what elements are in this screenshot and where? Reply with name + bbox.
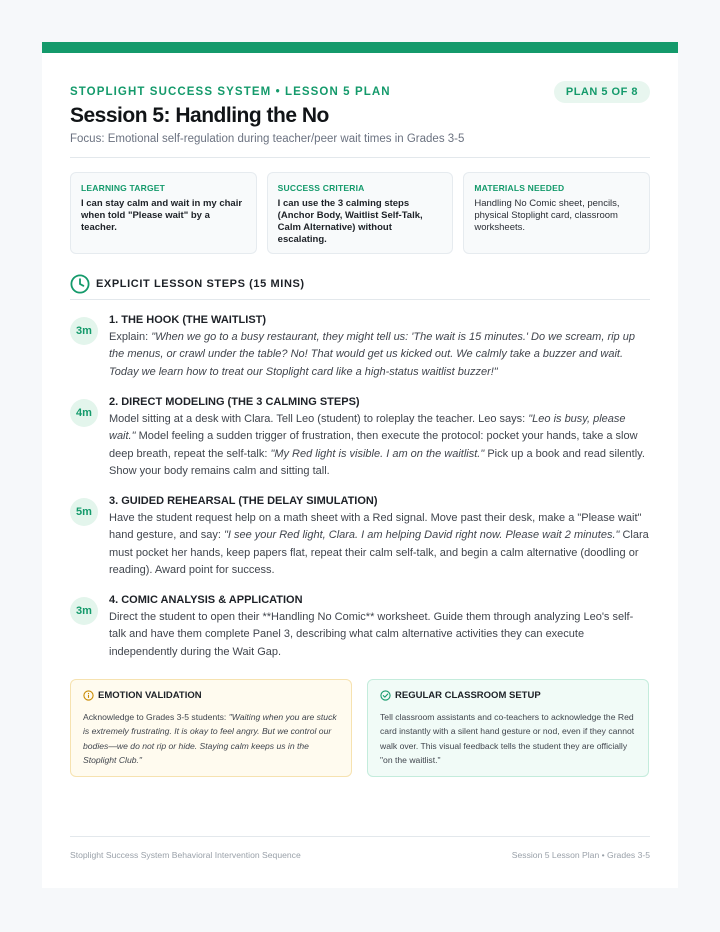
note-quote: "Waiting when you are stuck is extremely frustrating. It is okay to feel angry. But we control our bodies—we do not rip or hide. Staying calm keeps us in the Stoplight Club." (83, 712, 337, 765)
footer-right: Session 5 Lesson Plan • Grades 3-5 (511, 850, 650, 860)
step-quote: "My Red light is visible. I am on the waitlist." (270, 447, 485, 460)
step-body (109, 411, 650, 480)
step-title: 1. THE HOOK (THE WAITLIST) (109, 314, 267, 326)
step-quote: "I see your Red light, Clara. I am helping David right now. Please wait 2 minutes." (223, 529, 620, 542)
step-body (109, 329, 650, 381)
step-text: Pick up a book and read silently. Show your body remains calm and sitting tall. (109, 447, 645, 477)
info-circle-icon (83, 690, 94, 701)
step-body (109, 510, 650, 579)
card-label: SUCCESS CRITERIA (277, 183, 365, 193)
note-heading (380, 690, 636, 701)
emotion-validation-note (70, 679, 352, 777)
step-text: Have the student request help on a math sheet with a Red signal. Move past their desk, make a "Please wait" hand gesture, and say: (109, 512, 642, 542)
learning-target-card (70, 172, 257, 254)
note-text: Tell classroom assistants and co-teachers to acknowledge the Red card instantly with a silent hand gesture or nod, even if they cannot walk over. This visual feedback tells the student they are officially "on the waitlist." (380, 712, 635, 765)
note-heading (83, 690, 339, 701)
steps-divider (70, 299, 650, 300)
footer-divider (70, 836, 650, 837)
lesson-plan-page (42, 42, 678, 888)
steps-heading (70, 274, 305, 294)
note-lead: Acknowledge to Grades 3-5 students: (83, 712, 229, 722)
success-criteria-card (267, 172, 454, 254)
note-text (83, 710, 339, 767)
step-time-badge: 3m (70, 597, 98, 625)
focus-subtitle: Focus: Emotional self-regulation during teacher/peer wait times in Grades 3-5 (70, 133, 465, 145)
step-quote: "Leo is busy, please wait." (109, 413, 626, 443)
step-time-badge: 5m (70, 498, 98, 526)
card-label: LEARNING TARGET (81, 183, 166, 193)
step-time-badge: 4m (70, 399, 98, 427)
card-text: I can use the 3 calming steps (Anchor Body, Waitlist Self-Talk, Calm Alternative) without escalating. (277, 198, 423, 245)
step-text: Direct the student to open their **Handling No Comic** worksheet. Guide them through analyzing Leo's self-talk and have them complete Panel 3, describing what calm alternative activities they can execute independently during the Wait Gap. (109, 611, 634, 658)
eyebrow: STOPLIGHT SUCCESS SYSTEM • LESSON 5 PLAN (70, 86, 391, 98)
step-text: Explain: (109, 331, 152, 343)
overview-cards (70, 172, 650, 254)
step-text: Model sitting at a desk with Clara. Tell Leo (student) to roleplay the teacher. Leo says: (109, 413, 529, 425)
top-accent-bar (42, 42, 678, 53)
plan-badge: PLAN 5 OF 8 (554, 81, 650, 103)
note-title: REGULAR CLASSROOM SETUP (395, 690, 541, 701)
step-quote: "When we go to a busy restaurant, they might tell us: 'The wait is 15 minutes.' Do we scream, rip up the menus, or crawl under the table? No! That would get us kicked out. We calmly take a buzzer and wait. Today we learn how to treat our Stoplight card like a high-status waitlist buzzer!" (109, 331, 635, 378)
header-divider (70, 157, 650, 158)
footer-left: Stoplight Success System Behavioral Intervention Sequence (70, 850, 301, 860)
classroom-setup-note (367, 679, 649, 777)
note-title: EMOTION VALIDATION (98, 690, 202, 701)
card-text: Handling No Comic sheet, pencils, physical Stoplight card, classroom worksheets. (474, 198, 620, 233)
step-time-badge: 3m (70, 317, 98, 345)
materials-card (463, 172, 650, 254)
card-text: I can stay calm and wait in my chair when told "Please wait" by a teacher. (81, 198, 243, 233)
step-title: 4. COMIC ANALYSIS & APPLICATION (109, 594, 303, 606)
page-title: Session 5: Handling the No (70, 104, 329, 127)
step-text: Clara must pocket her hands, keep papers flat, repeat their calm self-talk, and begin a calm alternative (doodling or reading). Award point for success. (109, 529, 649, 576)
step-title: 2. DIRECT MODELING (THE 3 CALMING STEPS) (109, 396, 360, 408)
step-text: Model feeling a sudden trigger of frustration, then execute the protocol: pocket your hands, take a slow deep breath, repeat the self-talk: (109, 430, 638, 460)
card-label: MATERIALS NEEDED (474, 183, 565, 193)
check-circle-icon (380, 690, 391, 701)
clock-icon (70, 274, 90, 294)
step-title: 3. GUIDED REHEARSAL (THE DELAY SIMULATION) (109, 495, 378, 507)
steps-heading-label: EXPLICIT LESSON STEPS (15 MINS) (96, 278, 305, 290)
step-body (109, 609, 650, 661)
